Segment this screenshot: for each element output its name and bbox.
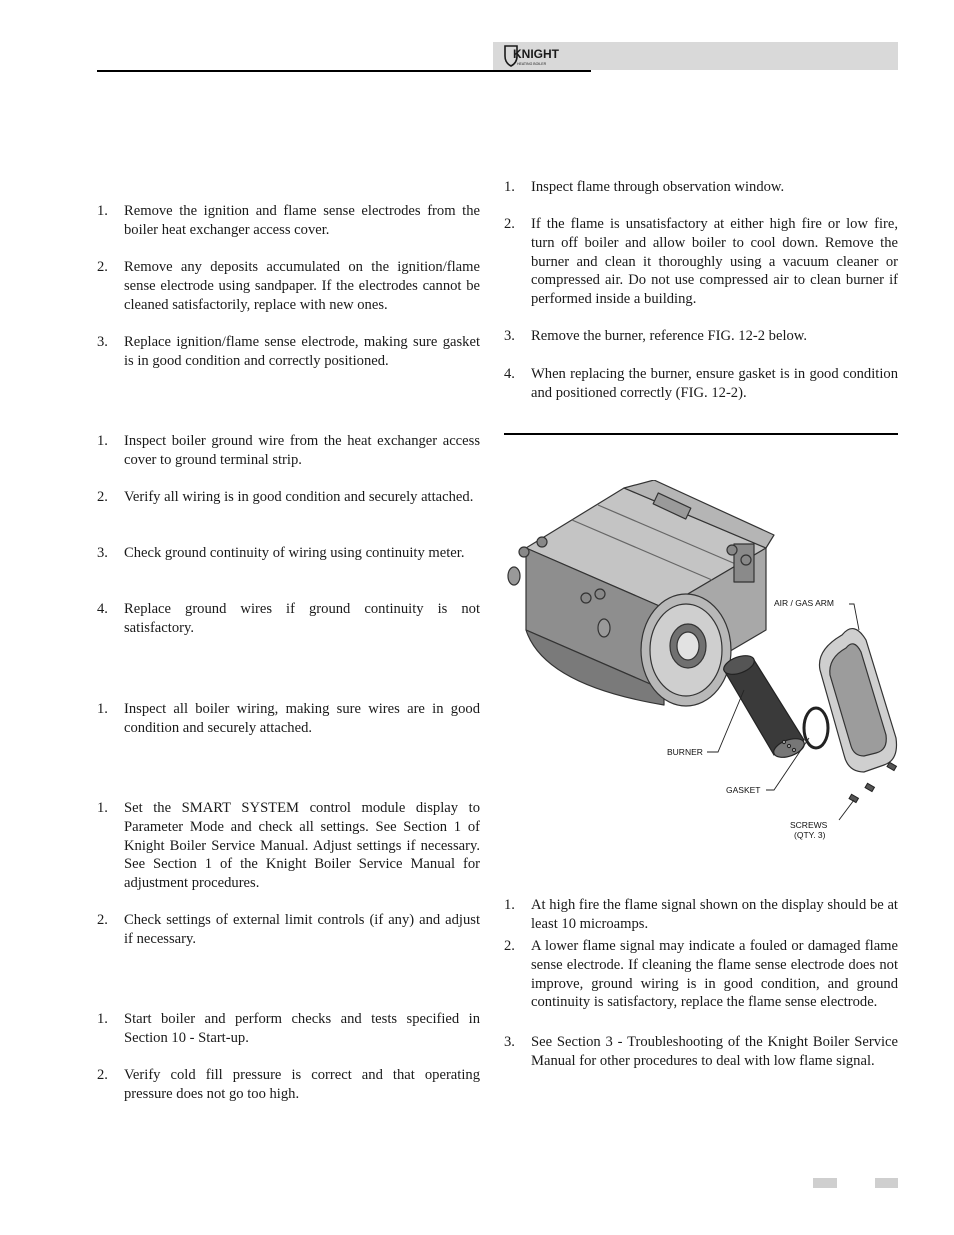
label-screws: SCREWS bbox=[790, 820, 828, 830]
list-item bbox=[504, 178, 898, 197]
item-text: A lower flame signal may indicate a fouled or damaged flame sense electrode. If cleaning the flame sense electrode does not improve, ground wiring is in good condition, and ground continuity is satisfactory, replace the flame sense electrode. bbox=[531, 938, 898, 1011]
item-number: 1. bbox=[504, 179, 515, 195]
list-item bbox=[97, 202, 480, 240]
list-item bbox=[504, 896, 898, 934]
label-burner: BURNER bbox=[667, 747, 703, 757]
item-number: 2. bbox=[97, 259, 108, 275]
item-number: 4. bbox=[97, 601, 108, 617]
footer-box-right bbox=[875, 1178, 898, 1188]
list-item bbox=[504, 937, 898, 1012]
item-text: Remove the burner, reference FIG. 12-2 below. bbox=[531, 328, 808, 344]
logo-brand-text: KNIGHT bbox=[513, 47, 559, 61]
list-item bbox=[504, 1033, 898, 1071]
list-item bbox=[97, 600, 480, 638]
list-item bbox=[504, 327, 898, 346]
list-item bbox=[504, 365, 898, 403]
burner-exploded-diagram bbox=[504, 480, 898, 845]
section-rule bbox=[504, 433, 898, 435]
list-item bbox=[97, 1010, 480, 1048]
list-item bbox=[97, 544, 480, 563]
item-number: 2. bbox=[504, 938, 515, 954]
list-item bbox=[97, 432, 480, 470]
gasket-illustration bbox=[804, 708, 828, 748]
item-number: 1. bbox=[97, 800, 108, 816]
item-number: 3. bbox=[504, 1034, 515, 1050]
list-item bbox=[97, 488, 480, 507]
item-text: Remove any deposits accumulated on the ignition/flame sense electrode using sandpaper. If the electrodes cannot be cleaned satisfactorily, replace with new ones. bbox=[124, 259, 480, 313]
item-number: 1. bbox=[97, 1011, 108, 1027]
list-item bbox=[97, 1066, 480, 1104]
list-item bbox=[97, 700, 480, 738]
item-number: 2. bbox=[97, 489, 108, 505]
item-number: 2. bbox=[504, 216, 515, 232]
list-item bbox=[97, 333, 480, 371]
list-item bbox=[97, 258, 480, 314]
item-number: 4. bbox=[504, 366, 515, 382]
item-number: 2. bbox=[97, 912, 108, 928]
item-number: 1. bbox=[97, 433, 108, 449]
item-number: 1. bbox=[504, 897, 515, 913]
burner-tube-illustration bbox=[721, 652, 807, 761]
item-number: 1. bbox=[97, 701, 108, 717]
item-text: Inspect flame through observation window. bbox=[531, 179, 785, 195]
item-text: When replacing the burner, ensure gasket is in good condition and positioned correctly (FIG. 12-2). bbox=[531, 366, 898, 401]
item-text: Start boiler and perform checks and tests specified in Section 10 - Start-up. bbox=[124, 1011, 480, 1046]
item-text: Check ground continuity of wiring using continuity meter. bbox=[124, 545, 465, 561]
item-text: Replace ignition/flame sense electrode, making sure gasket is in good condition and correctly positioned. bbox=[124, 334, 480, 369]
footer-box-left bbox=[813, 1178, 837, 1188]
item-text: Inspect all boiler wiring, making sure wires are in good condition and securely attached. bbox=[124, 701, 480, 736]
item-text: Replace ground wires if ground continuity is not satisfactory. bbox=[124, 601, 480, 636]
item-number: 2. bbox=[97, 1067, 108, 1083]
item-number: 3. bbox=[504, 328, 515, 344]
label-gasket: GASKET bbox=[726, 785, 761, 795]
list-item bbox=[97, 799, 480, 893]
item-text: Inspect boiler ground wire from the heat exchanger access cover to ground terminal strip. bbox=[124, 433, 480, 468]
item-text: Check settings of external limit controls (if any) and adjust if necessary. bbox=[124, 912, 480, 947]
list-item bbox=[97, 911, 480, 949]
item-text: Set the SMART SYSTEM control module display to Parameter Mode and check all settings. See Section 1 of Knight Boiler Service Manual. Adjust settings if necessary. See Section 1 of the Knight Boiler Service Manual for adjustment procedures. bbox=[124, 800, 480, 892]
knight-logo-icon bbox=[503, 44, 583, 68]
item-number: 3. bbox=[97, 545, 108, 561]
item-number: 3. bbox=[97, 334, 108, 350]
air-gas-arm-illustration bbox=[819, 629, 896, 772]
item-text: See Section 3 - Troubleshooting of the Knight Boiler Service Manual for other procedures to deal with low flame signal. bbox=[531, 1034, 898, 1069]
item-number: 1. bbox=[97, 203, 108, 219]
item-text: If the flame is unsatisfactory at either high fire or low fire, turn off boiler and allow boiler to cool down. Remove the burner and clean it thoroughly using a vacuum cleaner or compressed air. Do not use compressed air to clean burner if performed inside a building. bbox=[531, 216, 898, 308]
logo-sub-text: HEATING BOILER bbox=[517, 62, 547, 66]
label-screws-qty: (QTY. 3) bbox=[794, 830, 826, 840]
header-rule bbox=[97, 70, 591, 72]
item-text: Verify cold fill pressure is correct and that operating pressure does not go too high. bbox=[124, 1067, 480, 1102]
item-text: Verify all wiring is in good condition and securely attached. bbox=[124, 489, 474, 505]
item-text: Remove the ignition and flame sense electrodes from the boiler heat exchanger access cover. bbox=[124, 203, 480, 238]
list-item bbox=[504, 215, 898, 309]
label-air-gas-arm: AIR / GAS ARM bbox=[774, 598, 834, 608]
item-text: At high fire the flame signal shown on the display should be at least 10 microamps. bbox=[531, 897, 898, 932]
